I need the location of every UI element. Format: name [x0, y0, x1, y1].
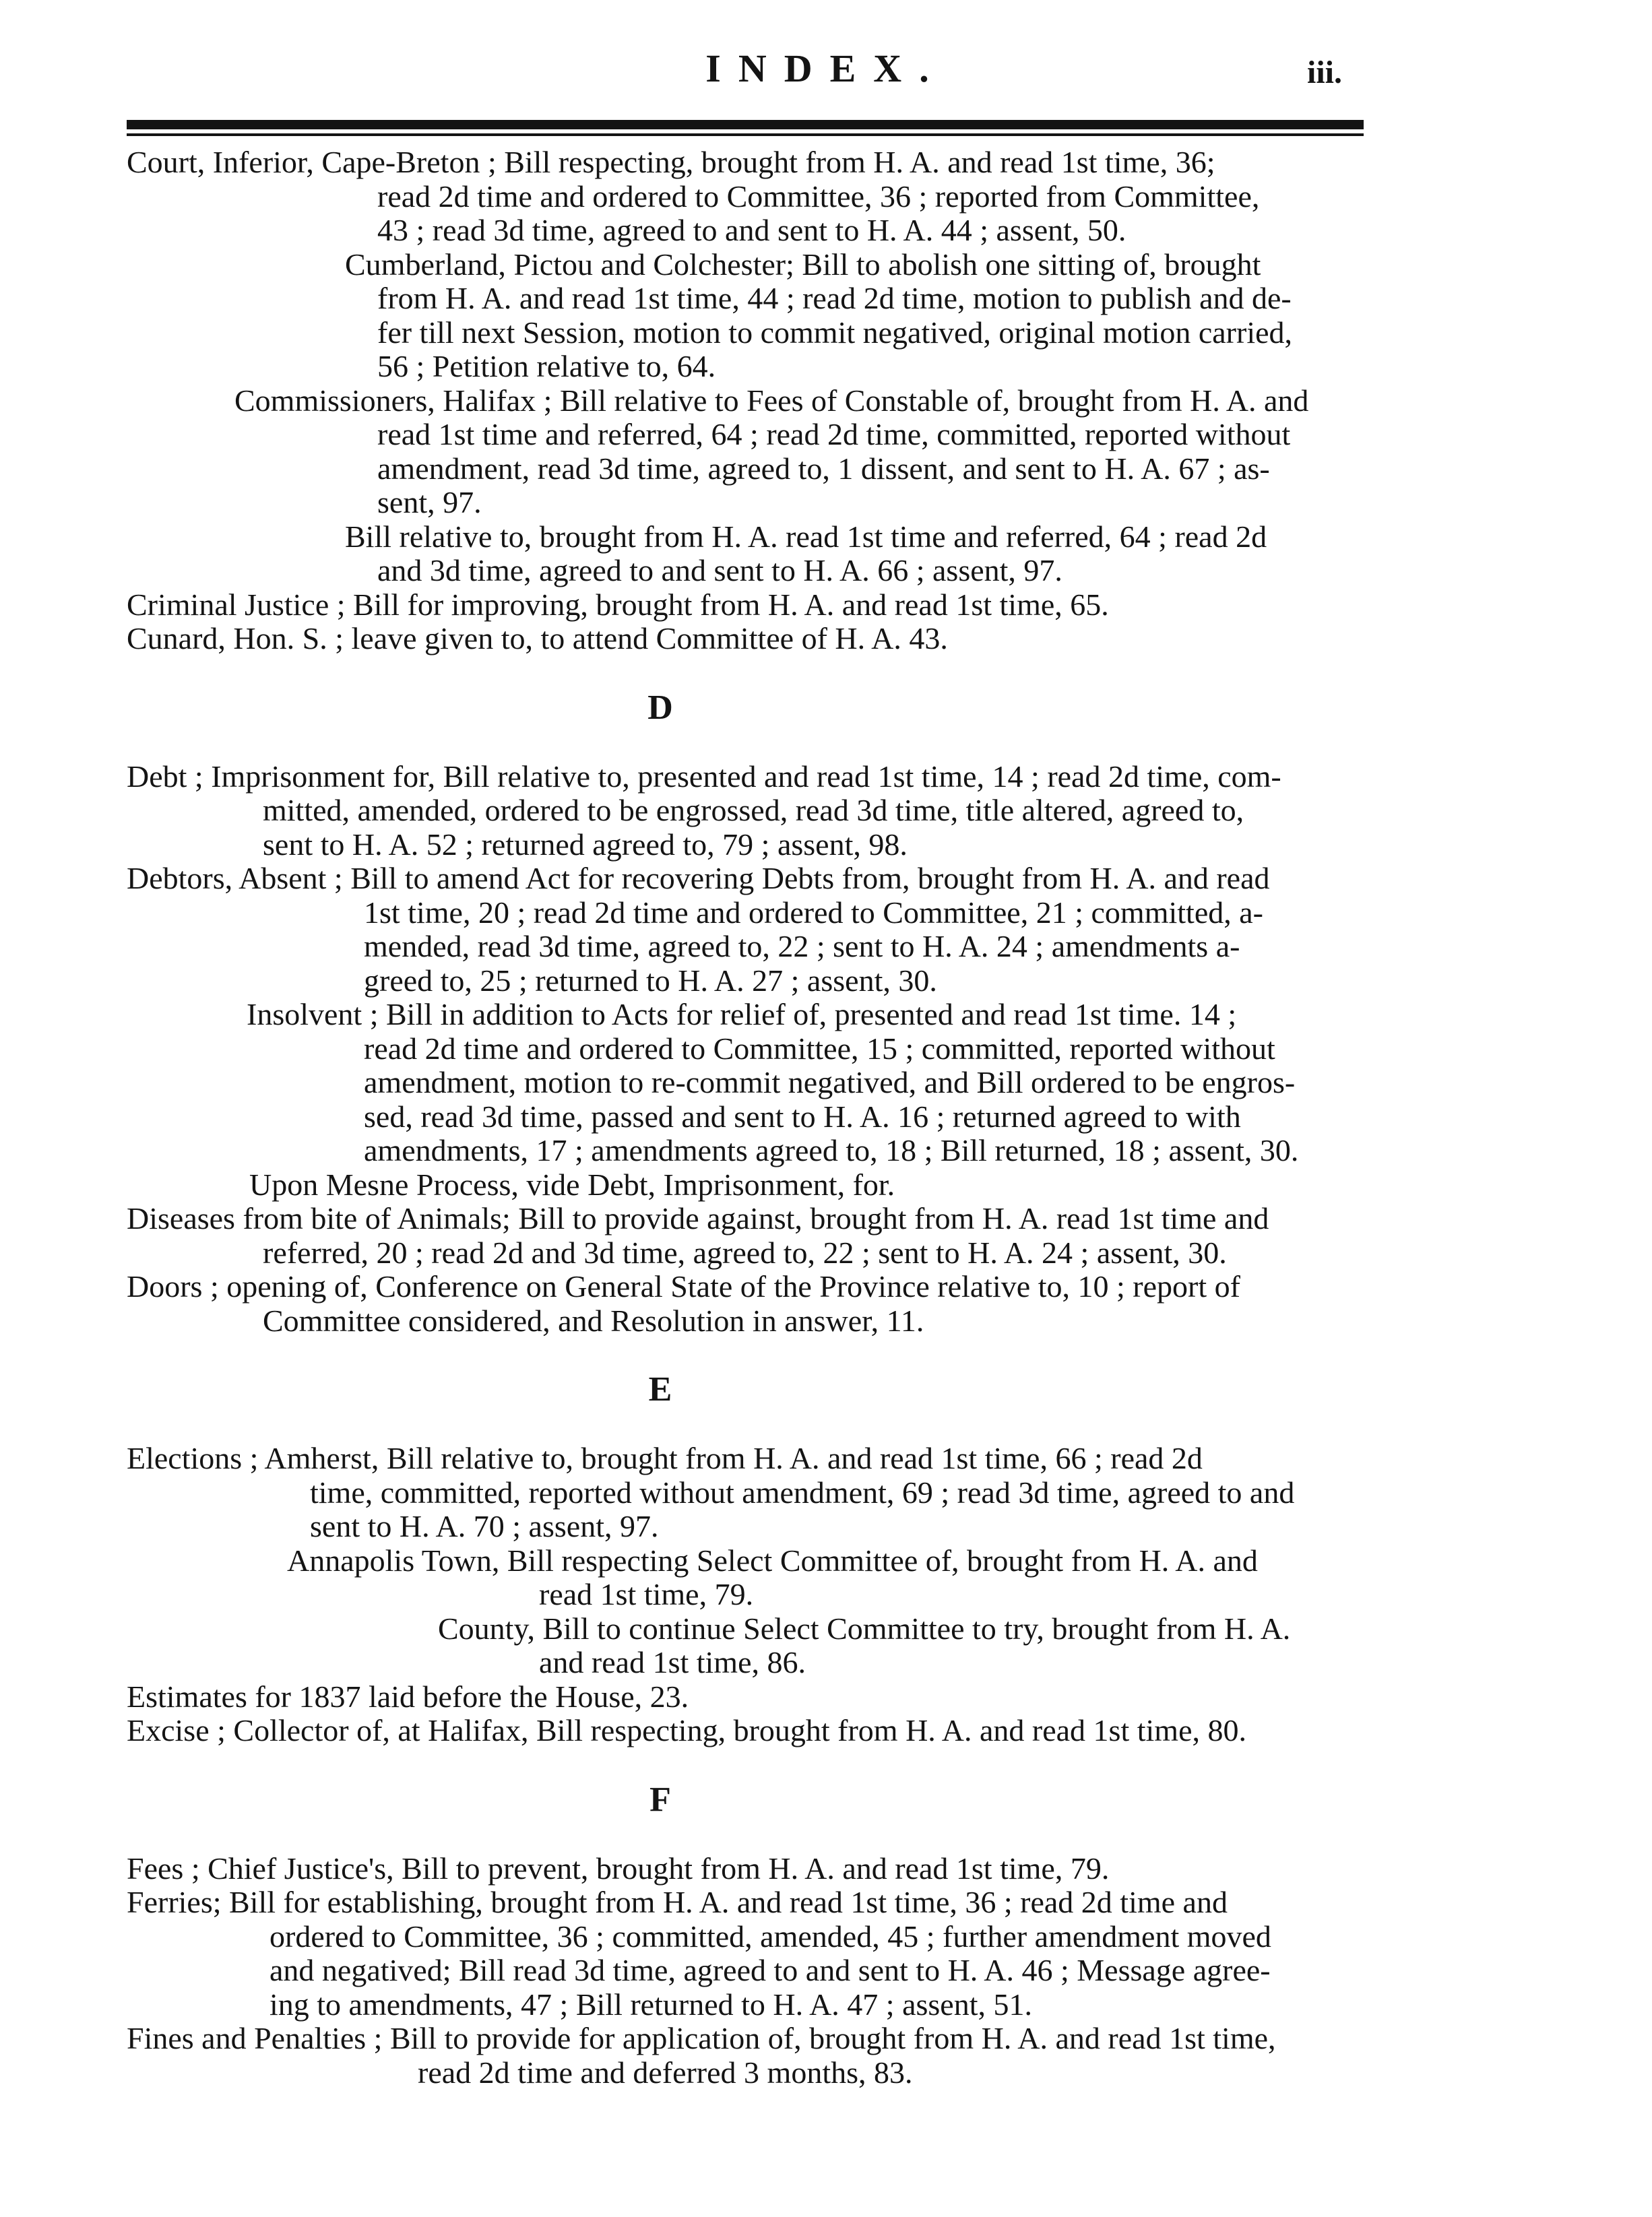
index-entry-debt: [0, 760, 1652, 862]
index-entry-ferries: [0, 1886, 1652, 2022]
entry-line: County, Bill to continue Select Committee to try, brought from H. A.: [438, 1611, 1291, 1646]
index-entry-insolvent: [0, 998, 1652, 1168]
entry-line: amendment, motion to re-commit negatived, and Bill ordered to be engros-: [364, 1065, 1296, 1099]
index-entry-court-inferior: [0, 146, 1652, 248]
entry-line: Elections ; Amherst, Bill relative to, brought from H. A. and read 1st time, 66 ; read 2d: [127, 1441, 1203, 1475]
index-entry-fees: [0, 1852, 1652, 1886]
entry-line: 43 ; read 3d time, agreed to and sent to H. A. 44 ; assent, 50.: [377, 213, 1126, 247]
entry-line: Committee considered, and Resolution in answer, 11.: [263, 1303, 924, 1338]
index-entry-elections: [0, 1442, 1652, 1544]
entry-line: and negatived; Bill read 3d time, agreed to and sent to H. A. 46 ; Message agree-: [269, 1953, 1271, 1987]
entry-line: and read 1st time, 86.: [539, 1645, 806, 1679]
index-entry-cunard: [0, 622, 1652, 656]
entry-line: ordered to Committee, 36 ; committed, amended, 45 ; further amendment moved: [269, 1919, 1271, 1954]
entry-line: time, committed, reported without amendment, 69 ; read 3d time, agreed to and: [310, 1475, 1295, 1510]
index-entry-commissioners-halifax: [0, 384, 1652, 520]
entry-line: Doors ; opening of, Conference on General State of the Province relative to, 10 ; report of: [127, 1269, 1240, 1304]
entry-line: Excise ; Collector of, at Halifax, Bill respecting, brought from H. A. and read 1st time, 80.: [127, 1713, 1246, 1747]
index-entry-diseases: [0, 1202, 1652, 1270]
entry-line: Cumberland, Pictou and Colchester; Bill to abolish one sitting of, brought: [345, 247, 1261, 282]
index-entry-commissioners-bill: [0, 520, 1652, 588]
index-entry-cumberland: [0, 248, 1652, 384]
entry-line: from H. A. and read 1st time, 44 ; read 2d time, motion to publish and de-: [377, 281, 1292, 315]
entry-line: read 2d time and ordered to Committee, 15 ; committed, reported without: [364, 1031, 1275, 1066]
entry-line: and 3d time, agreed to and sent to H. A. 66 ; assent, 97.: [377, 553, 1062, 587]
entry-line: read 2d time and ordered to Committee, 36 ; reported from Committee,: [377, 179, 1260, 214]
entry-line: Debt ; Imprisonment for, Bill relative to, presented and read 1st time, 14 ; read 2d time, com-: [127, 759, 1281, 794]
index-entry-annapolis-town: [0, 1544, 1652, 1612]
section-letter-f: F: [649, 1780, 671, 1819]
index-entry-debtors-absent: [0, 862, 1652, 998]
index-entry-estimates: [0, 1680, 1652, 1714]
index-entry-excise: [0, 1714, 1652, 1748]
header-rule-thin: [127, 133, 1364, 136]
index-entry-fines-penalties: [0, 2022, 1652, 2090]
section-letter-d: D: [647, 688, 673, 727]
entry-line: sent to H. A. 52 ; returned agreed to, 79 ; assent, 98.: [263, 827, 908, 862]
header-rule: [127, 120, 1364, 129]
entry-line: Insolvent ; Bill in addition to Acts for relief of, presented and read 1st time. 14 ;: [247, 997, 1237, 1031]
index-entry-county: [0, 1612, 1652, 1680]
index-entry-criminal-justice: [0, 588, 1652, 622]
entry-line: Criminal Justice ; Bill for improving, brought from H. A. and read 1st time, 65.: [127, 587, 1109, 622]
entry-line: fer till next Session, motion to commit negatived, original motion carried,: [377, 315, 1293, 350]
entry-line: Bill relative to, brought from H. A. read 1st time and referred, 64 ; read 2d: [345, 519, 1267, 554]
entry-line: ing to amendments, 47 ; Bill returned to H. A. 47 ; assent, 51.: [269, 1987, 1032, 2022]
entry-line: 56 ; Petition relative to, 64.: [377, 349, 716, 383]
entry-line: read 1st time and referred, 64 ; read 2d time, committed, reported without: [377, 417, 1291, 451]
entry-line: read 1st time, 79.: [539, 1577, 754, 1611]
page-number: iii.: [1306, 55, 1342, 90]
entry-line: Court, Inferior, Cape-Breton ; Bill respecting, brought from H. A. and read 1st time, 36;: [127, 145, 1215, 179]
entry-line: read 2d time and deferred 3 months, 83.: [418, 2055, 913, 2090]
entry-line: Fees ; Chief Justice's, Bill to prevent, brought from H. A. and read 1st time, 79.: [127, 1851, 1110, 1886]
index-entry-mesne-process: [0, 1168, 1652, 1202]
entry-line: 1st time, 20 ; read 2d time and ordered to Committee, 21 ; committed, a-: [364, 895, 1263, 930]
entry-line: mitted, amended, ordered to be engrossed, read 3d time, title altered, agreed to,: [263, 793, 1244, 827]
entry-line: amendment, read 3d time, agreed to, 1 dissent, and sent to H. A. 67 ; as-: [377, 451, 1270, 486]
section-letter-e: E: [648, 1370, 672, 1409]
entry-line: Annapolis Town, Bill respecting Select Committee of, brought from H. A. and: [287, 1543, 1258, 1578]
entry-line: Fines and Penalties ; Bill to provide for application of, brought from H. A. and read 1st time,: [127, 2021, 1276, 2055]
entry-line: sent, 97.: [377, 485, 482, 519]
entry-line: Diseases from bite of Animals; Bill to provide against, brought from H. A. read 1st time and: [127, 1201, 1269, 1235]
index-entry-doors: [0, 1270, 1652, 1338]
index-body: [0, 146, 1652, 2090]
entry-line: amendments, 17 ; amendments agreed to, 18 ; Bill returned, 18 ; assent, 30.: [364, 1133, 1299, 1167]
page-title: INDEX.: [705, 46, 947, 90]
entry-line: referred, 20 ; read 2d and 3d time, agreed to, 22 ; sent to H. A. 24 ; assent, 30.: [263, 1235, 1227, 1270]
entry-line: Estimates for 1837 laid before the House, 23.: [127, 1679, 689, 1714]
entry-line: Commissioners, Halifax ; Bill relative to Fees of Constable of, brought from H. A. and: [234, 383, 1309, 418]
entry-line: Upon Mesne Process, vide Debt, Imprisonment, for.: [249, 1167, 895, 1202]
entry-line: Ferries; Bill for establishing, brought from H. A. and read 1st time, 36 ; read 2d time and: [127, 1885, 1228, 1919]
entry-line: mended, read 3d time, agreed to, 22 ; sent to H. A. 24 ; amendments a-: [364, 929, 1240, 963]
entry-line: sent to H. A. 70 ; assent, 97.: [310, 1509, 659, 1543]
entry-line: sed, read 3d time, passed and sent to H. A. 16 ; returned agreed to with: [364, 1099, 1241, 1134]
entry-line: Cunard, Hon. S. ; leave given to, to attend Committee of H. A. 43.: [127, 621, 948, 655]
entry-line: greed to, 25 ; returned to H. A. 27 ; assent, 30.: [364, 963, 937, 998]
entry-line: Debtors, Absent ; Bill to amend Act for recovering Debts from, brought from H. A. and read: [127, 861, 1270, 895]
